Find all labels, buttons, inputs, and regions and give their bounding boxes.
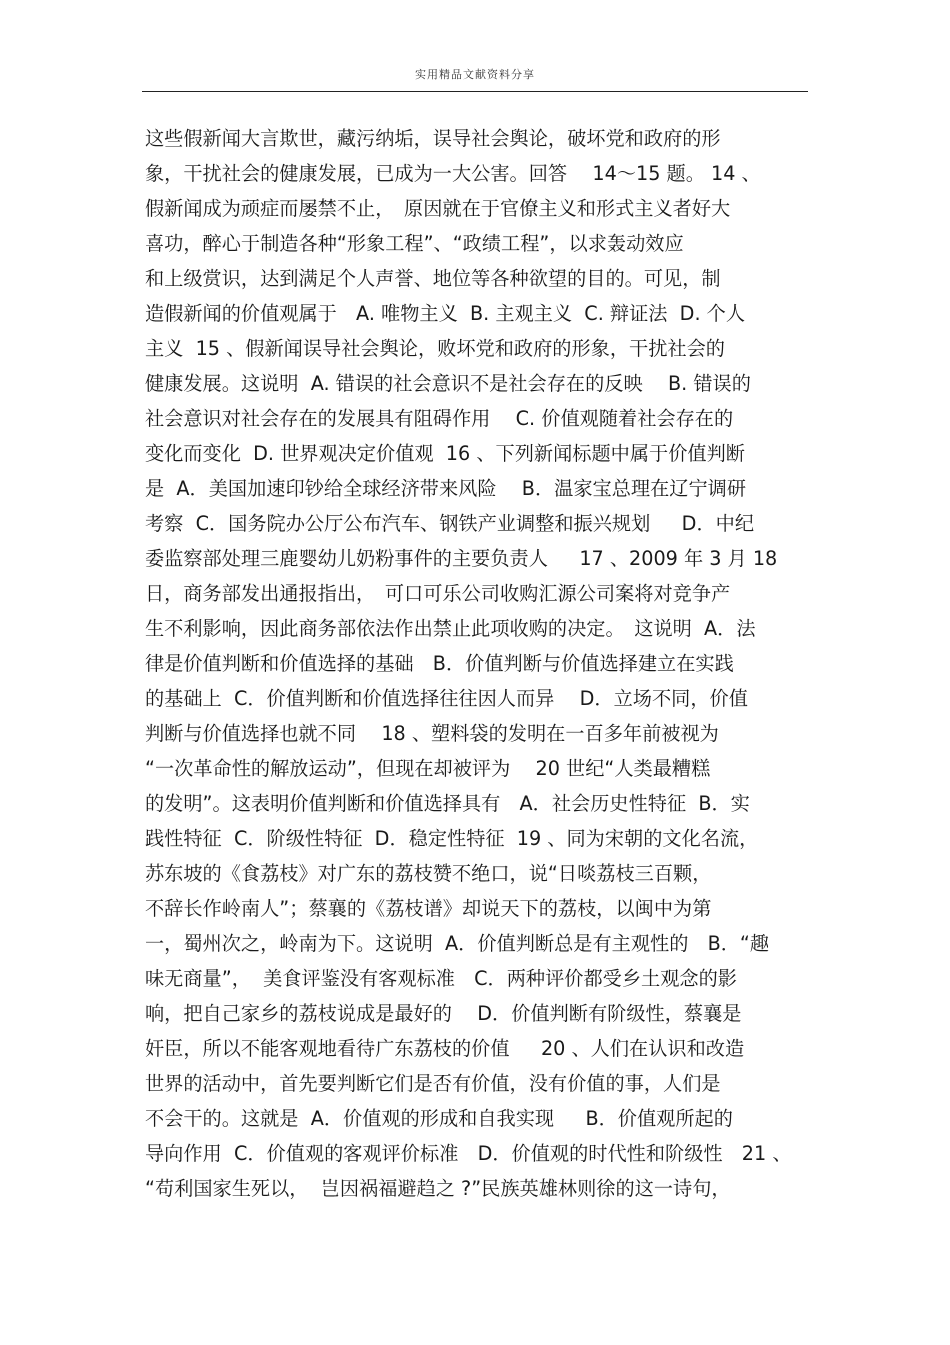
text-line: 的基础上 C．价值判断和价值选择往往因人而异 D．立场不同，价值	[145, 687, 748, 710]
text-line: 苏东坡的《食荔枝》对广东的荔枝赞不绝口，说“日啖荔枝三百颗，	[145, 862, 712, 885]
header-divider	[142, 91, 808, 92]
text-line: 是 A．美国加速印钞给全球经济带来风险 B．温家宝总理在辽宁调研	[145, 477, 747, 500]
text-line: 象，干扰社会的健康发展，已成为一大公害。回答 14～15 题。 14 、	[145, 162, 761, 185]
text-line: 奸臣，所以不能客观地看待广东荔枝的价值 20 、人们在认识和改造	[145, 1037, 745, 1060]
text-line: 主义 15 、假新闻误导社会舆论，败坏党和政府的形象，干扰社会的	[145, 337, 725, 360]
text-line: 考察 C．国务院办公厅公布汽车、钢铁产业调整和振兴规划 D．中纪	[145, 512, 755, 535]
text-line: 判断与价值选择也就不同 18 、塑料袋的发明在一百多年前被视为	[145, 722, 719, 745]
text-line: 喜功，醉心于制造各种“形象工程”、“政绩工程”，以求轰动效应	[145, 232, 684, 255]
text-line: 一，蜀州次之，岭南为下。这说明 A．价值判断总是有主观性的 B．“趣	[145, 932, 770, 955]
text-line: 响，把自己家乡的荔枝说成是最好的 D．价值判断有阶级性，蔡襄是	[145, 1002, 742, 1025]
text-line: 假新闻成为顽症而屡禁不止， 原因就在于官僚主义和形式主义者好大	[145, 197, 731, 220]
text-line: “一次革命性的解放运动”，但现在却被评为 20 世纪“人类最糟糕	[145, 757, 711, 780]
page-header: 实用精品文献资料分享	[415, 68, 535, 81]
text-line: 导向作用 C．价值观的客观评价标准 D．价值观的时代性和阶级性 21 、	[145, 1142, 792, 1165]
text-line: 世界的活动中，首先要判断它们是否有价值，没有价值的事，人们是	[145, 1072, 721, 1095]
text-line: 健康发展。这说明 A. 错误的社会意识不是社会存在的反映 B. 错误的	[145, 372, 751, 395]
text-line: 践性特征 C．阶级性特征 D．稳定性特征 19 、同为宋朝的文化名流，	[145, 827, 759, 850]
text-line: 这些假新闻大言欺世，藏污纳垢，误导社会舆论，破坏党和政府的形	[145, 127, 721, 150]
text-line: 和上级赏识，达到满足个人声誉、地位等各种欲望的目的。可见，制	[145, 267, 721, 290]
text-line: “苟利国家生死以， 岂因祸福避趋之 ?”民族英雄林则徐的这一诗句，	[145, 1177, 731, 1200]
text-line: 造假新闻的价值观属于 A. 唯物主义 B. 主观主义 C. 辩证法 D. 个人	[145, 302, 746, 325]
text-line: 生不利影响，因此商务部依法作出禁止此项收购的决定。 这说明 A．法	[145, 617, 756, 640]
text-line: 味无商量”， 美食评鉴没有客观标准 C．两种评价都受乡土观念的影	[145, 967, 737, 990]
text-line: 委监察部处理三鹿婴幼儿奶粉事件的主要负责人 17 、2009 年 3 月 18	[145, 547, 778, 570]
document-body	[145, 121, 820, 1206]
text-line: 不辞长作岭南人”；蔡襄的《荔枝谱》却说天下的荔枝，以闽中为第	[145, 897, 712, 920]
text-line: 日，商务部发出通报指出， 可口可乐公司收购汇源公司案将对竞争产	[145, 582, 731, 605]
text-line: 变化而变化 D. 世界观决定价值观 16 、下列新闻标题中属于价值判断	[145, 442, 745, 465]
text-line: 的发明”。这表明价值判断和价值选择具有 A．社会历史性特征 B．实	[145, 792, 750, 815]
text-line: 律是价值判断和价值选择的基础 B．价值判断与价值选择建立在实践	[145, 652, 734, 675]
text-line: 不会干的。这就是 A．价值观的形成和自我实现 B．价值观所起的	[145, 1107, 733, 1130]
text-line: 社会意识对社会存在的发展具有阻碍作用 C. 价值观随着社会存在的	[145, 407, 734, 430]
